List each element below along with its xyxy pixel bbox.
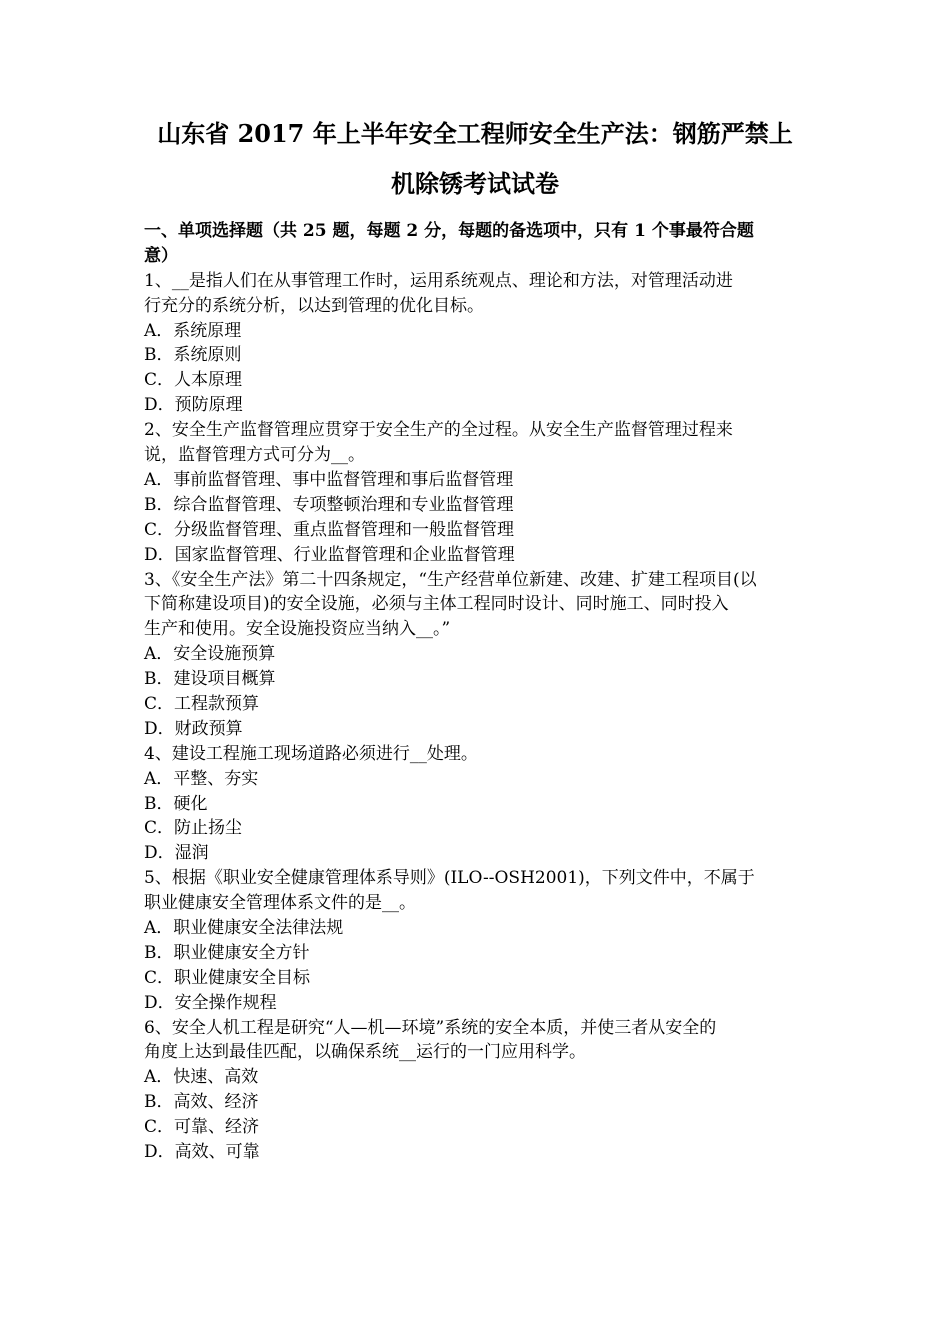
answer-option: C．人本原理 — [144, 370, 243, 391]
answer-option: A．安全设施预算 — [144, 644, 276, 665]
question-stem-line: 行充分的系统分析，以达到管理的优化目标。 — [144, 295, 484, 316]
answer-option: C．工程款预算 — [144, 693, 260, 714]
answer-option: A．系统原理 — [144, 320, 242, 341]
answer-option: D．安全操作规程 — [144, 992, 277, 1013]
answer-option: D．湿润 — [144, 843, 209, 864]
answer-option: B．综合监督管理、专项整顿治理和专业监督管理 — [144, 494, 514, 515]
question-stem-line: 5、根据《职业安全健康管理体系导则》(ILO--OSH2001)，下列文件中，不属于 — [144, 868, 755, 889]
answer-option: C．职业健康安全目标 — [144, 967, 311, 988]
question-stem-line: 说，监督管理方式可分为__。 — [144, 445, 365, 466]
answer-option: A．快速、高效 — [144, 1067, 259, 1088]
answer-option: B．建设项目概算 — [144, 669, 276, 690]
section-heading-line-2: 意） — [144, 245, 178, 266]
question-stem-line: 职业健康安全管理体系文件的是__。 — [144, 893, 416, 914]
question-stem-line: 1、__是指人们在从事管理工作时，运用系统观点、理论和方法，对管理活动进 — [144, 270, 733, 291]
answer-option: C．分级监督管理、重点监督管理和一般监督管理 — [144, 519, 515, 540]
question-6 — [144, 1016, 812, 1165]
answer-option: C．防止扬尘 — [144, 818, 243, 839]
question-stem-line: 3、《安全生产法》第二十四条规定，“生产经营单位新建、改建、扩建工程项目(以 — [144, 569, 757, 590]
question-stem-line: 4、建设工程施工现场道路必须进行__处理。 — [144, 743, 478, 764]
document-title-line-1: 山东省 2017 年上半年安全工程师安全生产法：钢筋严禁上 — [157, 119, 793, 148]
question-5 — [144, 866, 812, 1015]
question-2 — [144, 418, 812, 567]
answer-option: D．国家监督管理、行业监督管理和企业监督管理 — [144, 544, 515, 565]
section-heading-line-1: 一、单项选择题（共 25 题，每题 2 分，每题的备选项中，只有 1 个事最符合题 — [144, 221, 754, 241]
answer-option: A．平整、夯实 — [144, 768, 259, 789]
question-3 — [144, 568, 812, 742]
question-stem-line: 角度上达到最佳匹配，以确保系统__运行的一门应用科学。 — [144, 1042, 586, 1063]
answer-option: B．高效、经济 — [144, 1092, 259, 1113]
answer-option: B．系统原则 — [144, 345, 242, 366]
answer-option: B．职业健康安全方针 — [144, 942, 310, 963]
question-stem-line: 6、安全人机工程是研究“人—机—环境”系统的安全本质，并使三者从安全的 — [144, 1017, 717, 1038]
document-title-line-2: 机除锈考试试卷 — [391, 169, 559, 198]
question-stem-line: 2、安全生产监督管理应贯穿于安全生产的全过程。从安全生产监督管理过程来 — [144, 420, 733, 441]
answer-option: B．硬化 — [144, 793, 208, 814]
answer-option: D．高效、可靠 — [144, 1141, 260, 1162]
document-body — [144, 219, 812, 1165]
question-1 — [144, 269, 812, 418]
section-heading — [144, 219, 812, 269]
answer-option: A．事前监督管理、事中监督管理和事后监督管理 — [144, 469, 514, 490]
answer-option: C．可靠、经济 — [144, 1117, 260, 1138]
answer-option: D．预防原理 — [144, 395, 243, 416]
question-stem-line: 下简称建设项目)的安全设施，必须与主体工程同时设计、同时施工、同时投入 — [144, 594, 729, 615]
question-stem-line: 生产和使用。安全设施投资应当纳入__。” — [144, 619, 451, 640]
question-4 — [144, 742, 812, 866]
answer-option: D．财政预算 — [144, 718, 243, 739]
answer-option: A．职业健康安全法律法规 — [144, 917, 344, 938]
